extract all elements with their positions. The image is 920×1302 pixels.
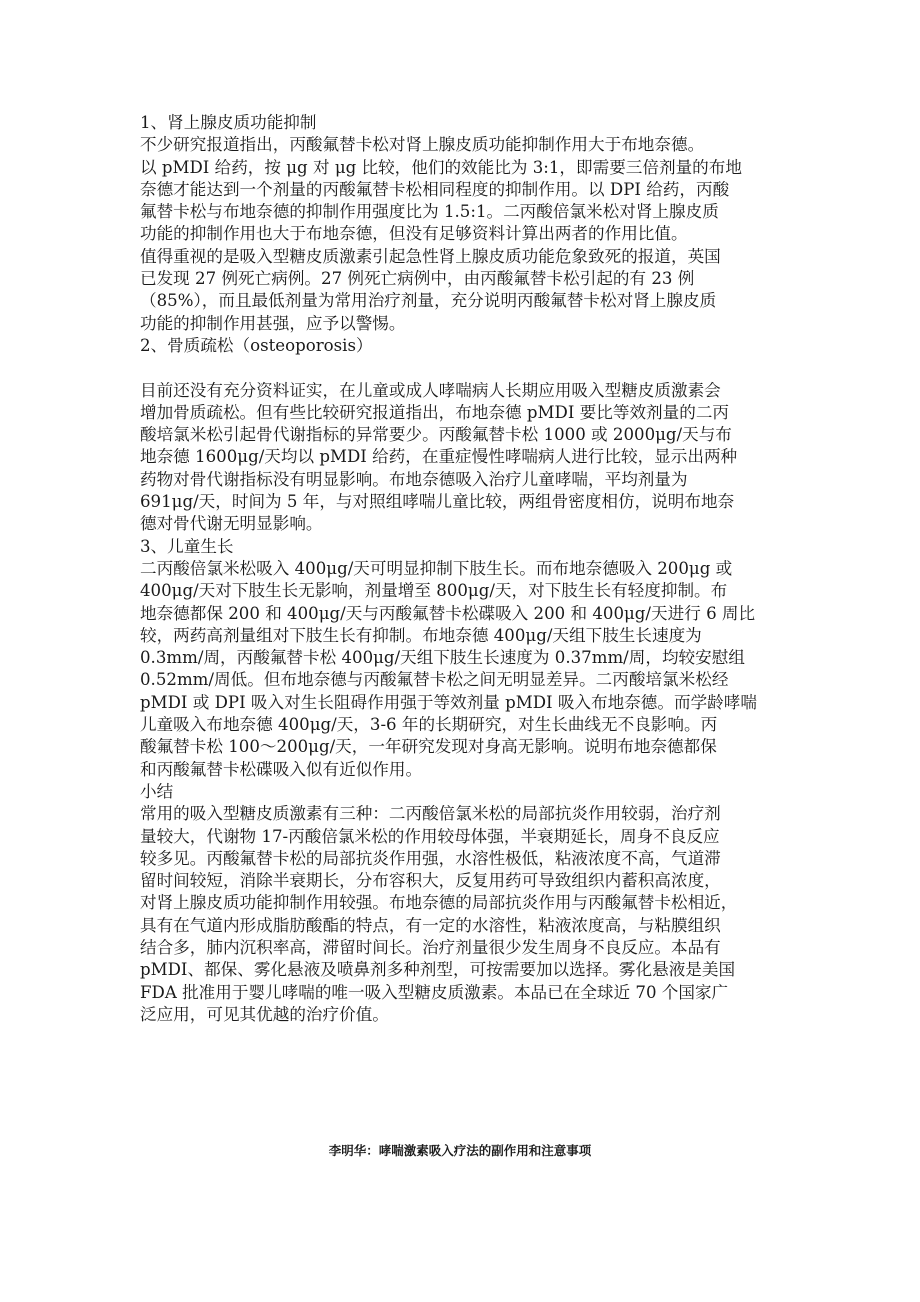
paragraph xyxy=(140,803,800,1026)
text-line: 不少研究报道指出，丙酸氟替卡松对肾上腺皮质功能抑制作用大于布地奈德。 xyxy=(140,135,705,155)
text-line: 目前还没有充分资料证实，在儿童或成人哮喘病人长期应用吸入型糖皮质激素会 xyxy=(140,380,721,400)
text-line: 氟替卡松与布地奈德的抑制作用强度比为 1.5:1。二丙酸倍氯米松对肾上腺皮质 xyxy=(140,202,719,222)
text-line: （85%），而且最低剂量为常用治疗剂量，充分说明丙酸氟替卡松对肾上腺皮质 xyxy=(140,291,717,311)
section-heading-summary: 小结 xyxy=(140,781,174,801)
blank-line xyxy=(140,357,800,379)
text-line: 奈德才能达到一个剂量的丙酸氟替卡松相同程度的抑制作用。以 DPI 给药，丙酸 xyxy=(140,179,730,199)
text-line: 较多见。丙酸氟替卡松的局部抗炎作用强，水溶性极低，粘液浓度不高，气道滞 xyxy=(140,848,721,868)
document-body xyxy=(140,112,800,1026)
text-line: 功能的抑制作用甚强，应予以警惕。 xyxy=(140,313,406,333)
paragraph xyxy=(140,380,800,536)
text-line: 泛应用，可见其优越的治疗价值。 xyxy=(140,1004,389,1024)
section-heading-adrenal: 1、肾上腺皮质功能抑制 xyxy=(140,113,317,132)
text-line: 0.52mm/周低。但布地奈德与丙酸氟替卡松之间无明显差异。二丙酸培氯米松经 xyxy=(140,670,729,690)
text-line: 常用的吸入型糖皮质激素有三种：二丙酸倍氯米松的局部抗炎作用较弱，治疗剂 xyxy=(140,804,721,824)
text-line: 功能的抑制作用也大于布地奈德，但没有足够资料计算出两者的作用比值。 xyxy=(140,224,688,244)
text-line: 400μg/天对下肢生长无影响，剂量增至 800μg/天，对下肢生长有轻度抑制。布 xyxy=(140,581,728,601)
text-line: 酸氟替卡松 100～200μg/天，一年研究发现对身高无影响。说明布地奈德都保 xyxy=(140,737,717,757)
text-line: 地奈德 1600μg/天均以 pMDI 给药，在重症慢性哮喘病人进行比较，显示出两种 xyxy=(140,447,738,467)
text-line: pMDI 或 DPI 吸入对生长阻碍作用强于等效剂量 pMDI 吸入布地奈德。而学龄哮喘 xyxy=(140,692,757,712)
text-line: 值得重视的是吸入型糖皮质激素引起急性肾上腺皮质功能危象致死的报道，英国 xyxy=(140,246,721,266)
section-heading-child-growth: 3、儿童生长 xyxy=(140,536,234,556)
text-line: 二丙酸倍氯米松吸入 400μg/天可明显抑制下肢生长。而布地奈德吸入 200μg 或 xyxy=(140,558,733,578)
text-line: 药物对骨代谢指标没有明显影响。布地奈德吸入治疗儿童哮喘，平均剂量为 xyxy=(140,469,688,489)
text-line: 较，两药高剂量组对下肢生长有抑制。布地奈德 400μg/天组下肢生长速度为 xyxy=(140,625,702,645)
text-line: 和丙酸氟替卡松碟吸入似有近似作用。 xyxy=(140,759,423,779)
text-line: 儿童吸入布地奈德 400μg/天，3-6 年的长期研究，对生长曲线无不良影响。丙 xyxy=(140,715,718,735)
text-line: 691μg/天，时间为 5 年，与对照组哮喘儿童比较，两组骨密度相仿，说明布地奈 xyxy=(140,492,735,512)
paragraph xyxy=(140,558,800,781)
text-line: 结合多，肺内沉积率高，滞留时间长。治疗剂量很少发生周身不良反应。本品有 xyxy=(140,937,721,957)
text-line: 酸培氯米松引起骨代谢指标的异常要少。丙酸氟替卡松 1000 或 2000μg/天与布 xyxy=(140,425,732,445)
section-heading-osteoporosis: 2、骨质疏松（osteoporosis） xyxy=(140,335,373,355)
text-line: 量较大，代谢物 17-丙酸倍氯米松的作用较母体强，半衰期延长，周身不良反应 xyxy=(140,826,720,846)
text-line: 德对骨代谢无明显影响。 xyxy=(140,514,323,534)
text-line: pMDI、都保、雾化悬液及喷鼻剂多种剂型，可按需要加以选择。雾化悬液是美国 xyxy=(140,960,736,980)
page-footer: 李明华：哮喘激素吸入疗法的副作用和注意事项 xyxy=(328,1143,592,1158)
text-line: 地奈德都保 200 和 400μg/天与丙酸氟替卡松碟吸入 200 和 400μg/天进行 6 周比 xyxy=(140,603,756,623)
text-line: FDA 批准用于婴儿哮喘的唯一吸入型糖皮质激素。本品已在全球近 70 个国家广 xyxy=(140,982,729,1002)
paragraph xyxy=(140,134,800,245)
text-line: 0.3mm/周，丙酸氟替卡松 400μg/天组下肢生长速度为 0.37mm/周，均较安慰组 xyxy=(140,648,745,668)
text-line: 以 pMDI 给药，按 μg 对 μg 比较，他们的效能比为 3:1，即需要三倍剂量的布地 xyxy=(140,157,742,177)
text-line: 对肾上腺皮质功能抑制作用较强。布地奈德的局部抗炎作用与丙酸氟替卡松相近， xyxy=(140,893,738,913)
text-line: 增加骨质疏松。但有些比较研究报道指出，布地奈德 pMDI 要比等效剂量的二丙 xyxy=(140,402,730,422)
paragraph xyxy=(140,246,800,335)
text-line: 已发现 27 例死亡病例。27 例死亡病例中，由丙酸氟替卡松引起的有 23 例 xyxy=(140,269,695,289)
text-line: 具有在气道内形成脂肪酸酯的特点，有一定的水溶性，粘液浓度高，与粘膜组织 xyxy=(140,915,721,935)
text-line: 留时间较短，消除半衰期长，分布容积大，反复用药可导致组织内蓄积高浓度， xyxy=(140,871,721,891)
